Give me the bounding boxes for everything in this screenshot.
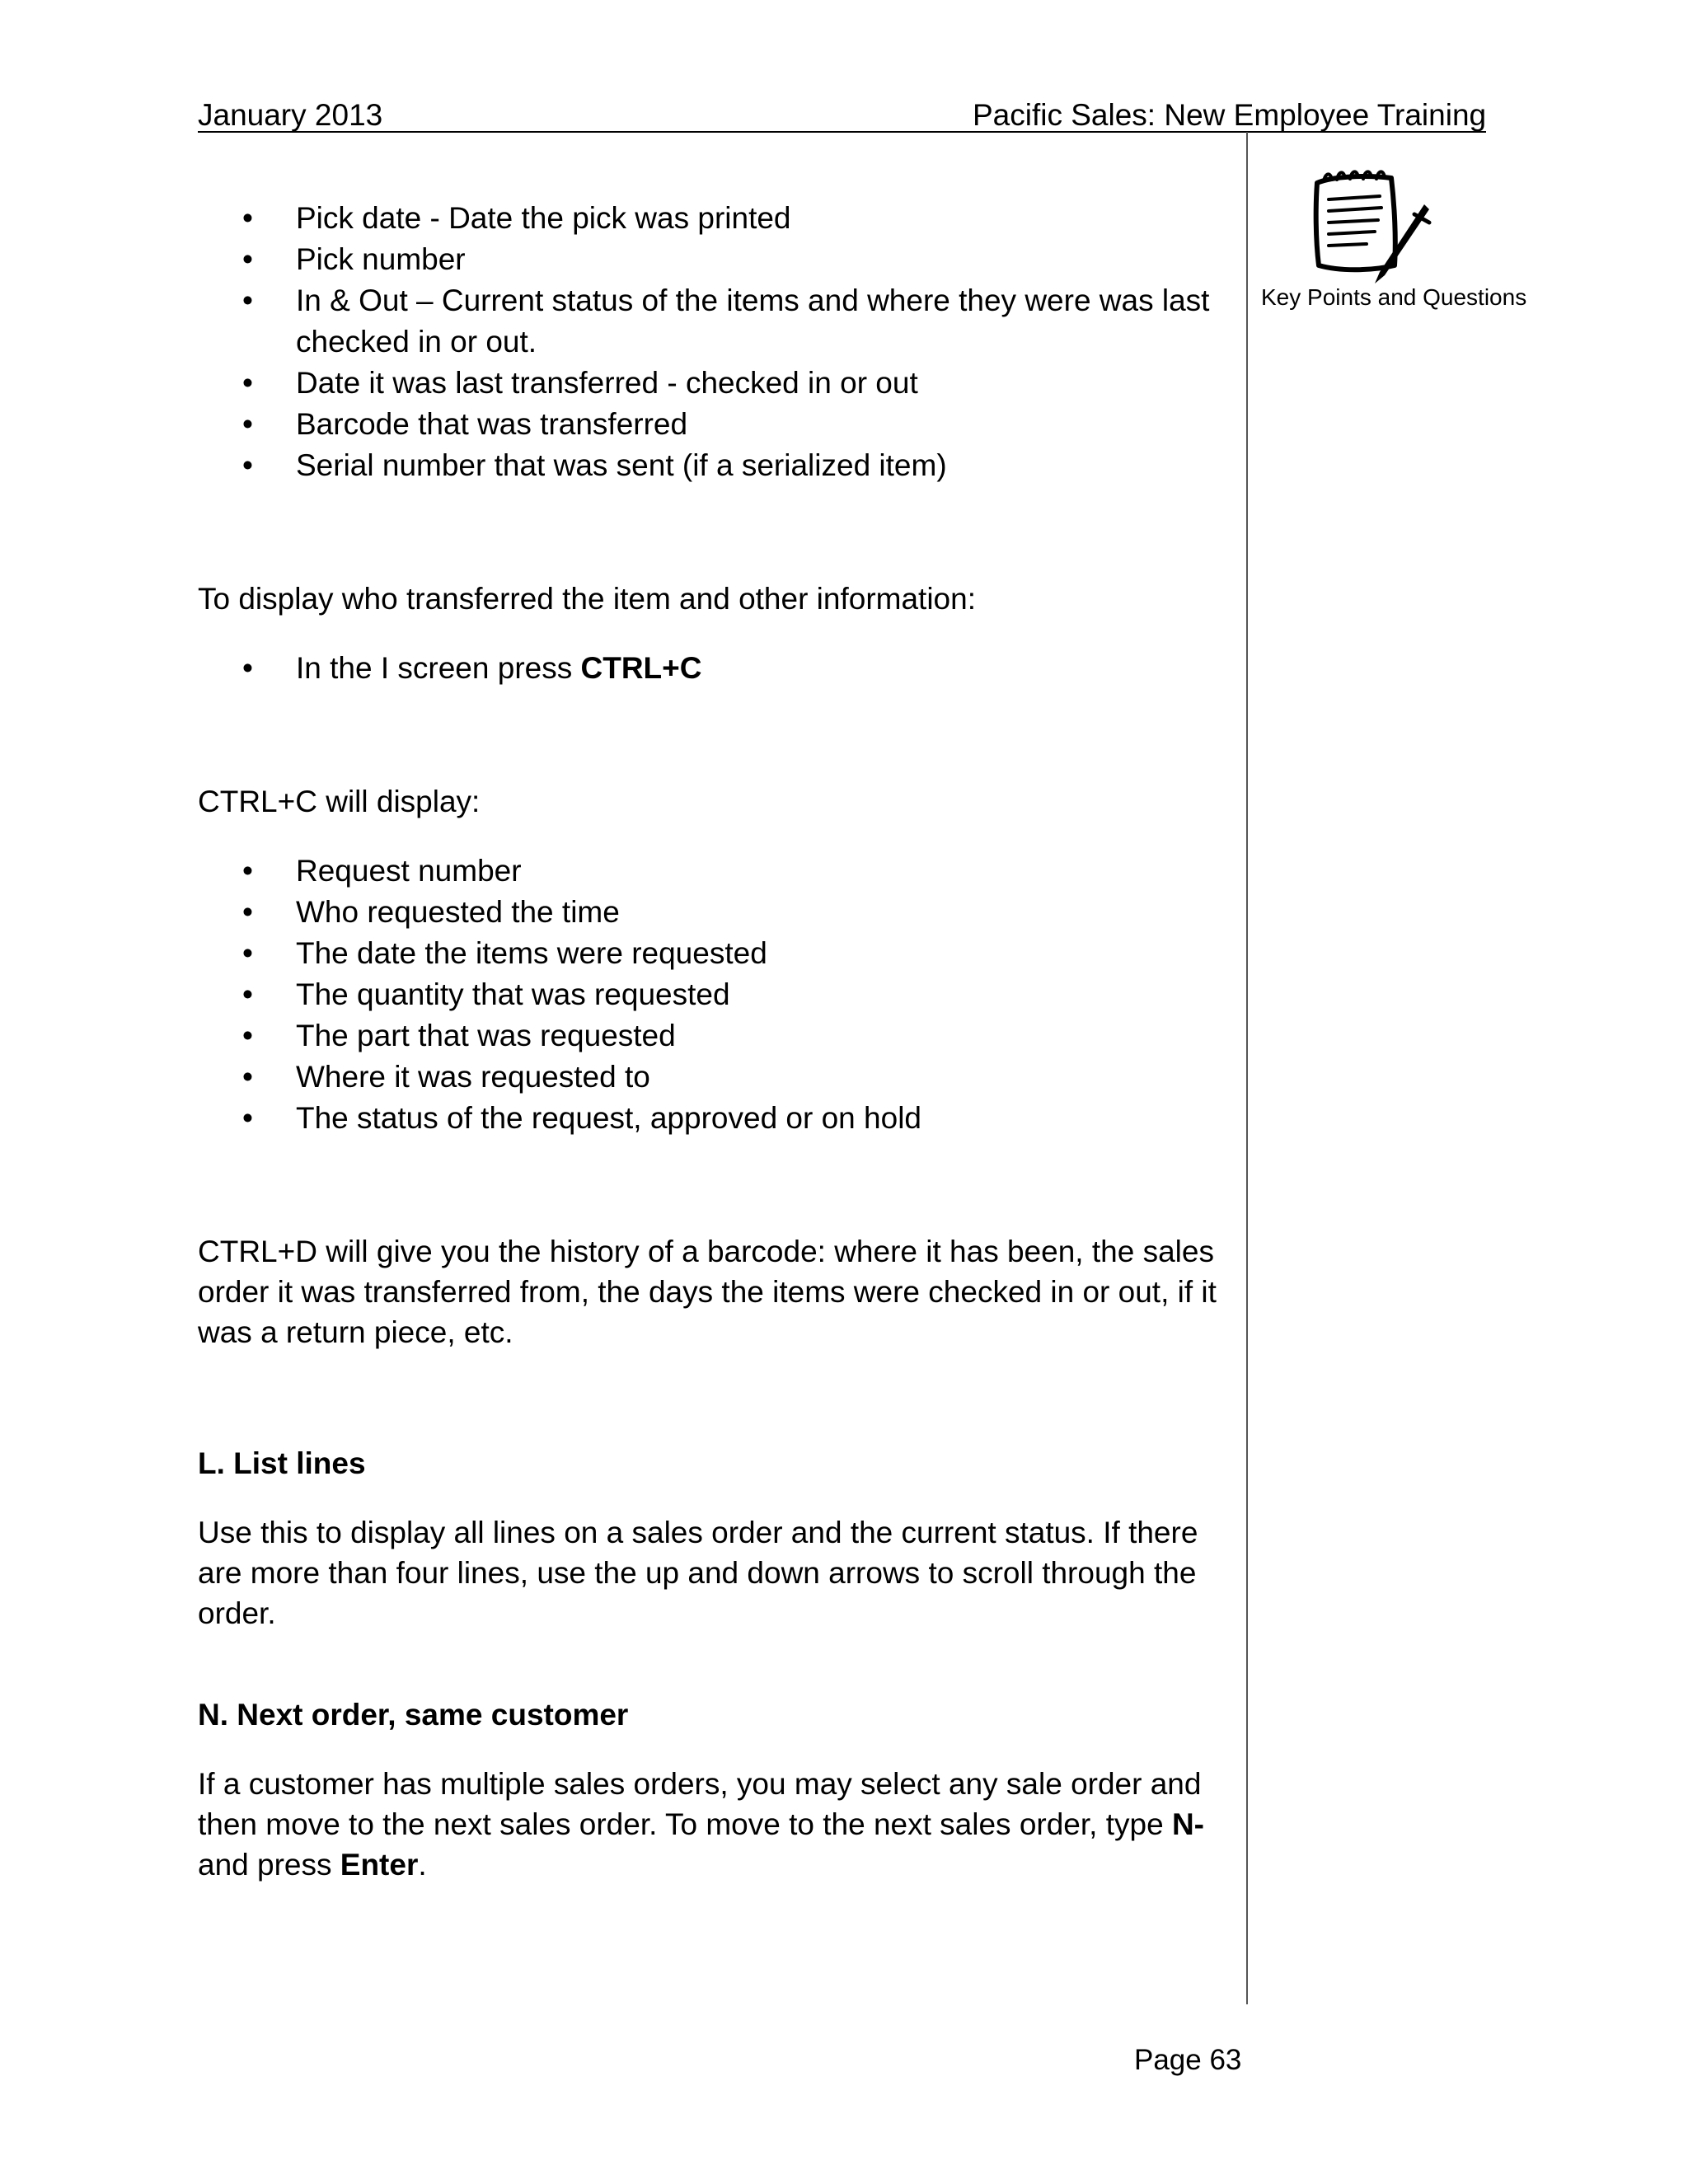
header-rule — [198, 131, 1486, 133]
list-item: • Where it was requested to — [198, 1057, 1220, 1098]
key-enter: Enter — [340, 1848, 419, 1882]
ctrl-c-display-paragraph: CTRL+C will display: — [198, 785, 481, 818]
list-item: • Pick number — [198, 239, 1220, 280]
ctrl-d-paragraph: CTRL+D will give you the history of a barcode: where it has been, the sales order it was transferred from, the days the items were checked in or out, if it was a return piece, etc. — [198, 1235, 1217, 1349]
key-combo: CTRL+C — [580, 651, 702, 685]
header-date: January 2013 — [198, 98, 383, 132]
list-item: • The part that was requested — [198, 1015, 1220, 1057]
page-content — [198, 198, 1220, 1885]
request-info-list — [198, 851, 1220, 1139]
key-points-label: Key Points and Questions — [1261, 284, 1527, 310]
margin-rule — [1246, 132, 1248, 2004]
notepad-pen-icon — [1309, 157, 1434, 287]
pick-info-list — [198, 198, 1220, 486]
ctrl-c-instruction-list — [198, 648, 1220, 689]
list-item: • Request number — [198, 851, 1220, 892]
list-item: • In & Out – Current status of the items and where they were was last checked in or out. — [198, 280, 1220, 363]
section-n-heading: N. Next order, same customer — [198, 1698, 629, 1732]
instruction-text: In the I screen press — [296, 651, 581, 685]
list-item: • Date it was last transferred - checked in or out — [198, 363, 1220, 404]
section-l-body: Use this to display all lines on a sales order and the current status. If there are more than four lines, use the up and down arrows to scroll through the order. — [198, 1516, 1198, 1630]
section-n-body — [198, 1764, 1220, 1885]
section-l-heading: L. List lines — [198, 1446, 366, 1480]
list-item: • Who requested the time — [198, 892, 1220, 933]
list-item: • The quantity that was requested — [198, 974, 1220, 1015]
list-item: • The status of the request, approved or on hold — [198, 1098, 1220, 1139]
header-title: Pacific Sales: New Employee Training — [973, 98, 1487, 132]
body-text: If a customer has multiple sales orders, you may select any sale order and then move to the next sales order. To move to the next sales order, type — [198, 1767, 1202, 1841]
list-item — [198, 648, 1220, 689]
body-text: and press — [198, 1848, 340, 1882]
body-text: . — [418, 1848, 427, 1882]
list-item: • Barcode that was transferred — [198, 404, 1220, 445]
display-transfer-paragraph: To display who transferred the item and other information: — [198, 582, 976, 616]
list-item: • Pick date - Date the pick was printed — [198, 198, 1220, 239]
key-n: N- — [1171, 1807, 1204, 1841]
page-number: Page 63 — [1134, 2044, 1242, 2076]
list-item: • Serial number that was sent (if a serialized item) — [198, 445, 1220, 486]
list-item: • The date the items were requested — [198, 933, 1220, 974]
